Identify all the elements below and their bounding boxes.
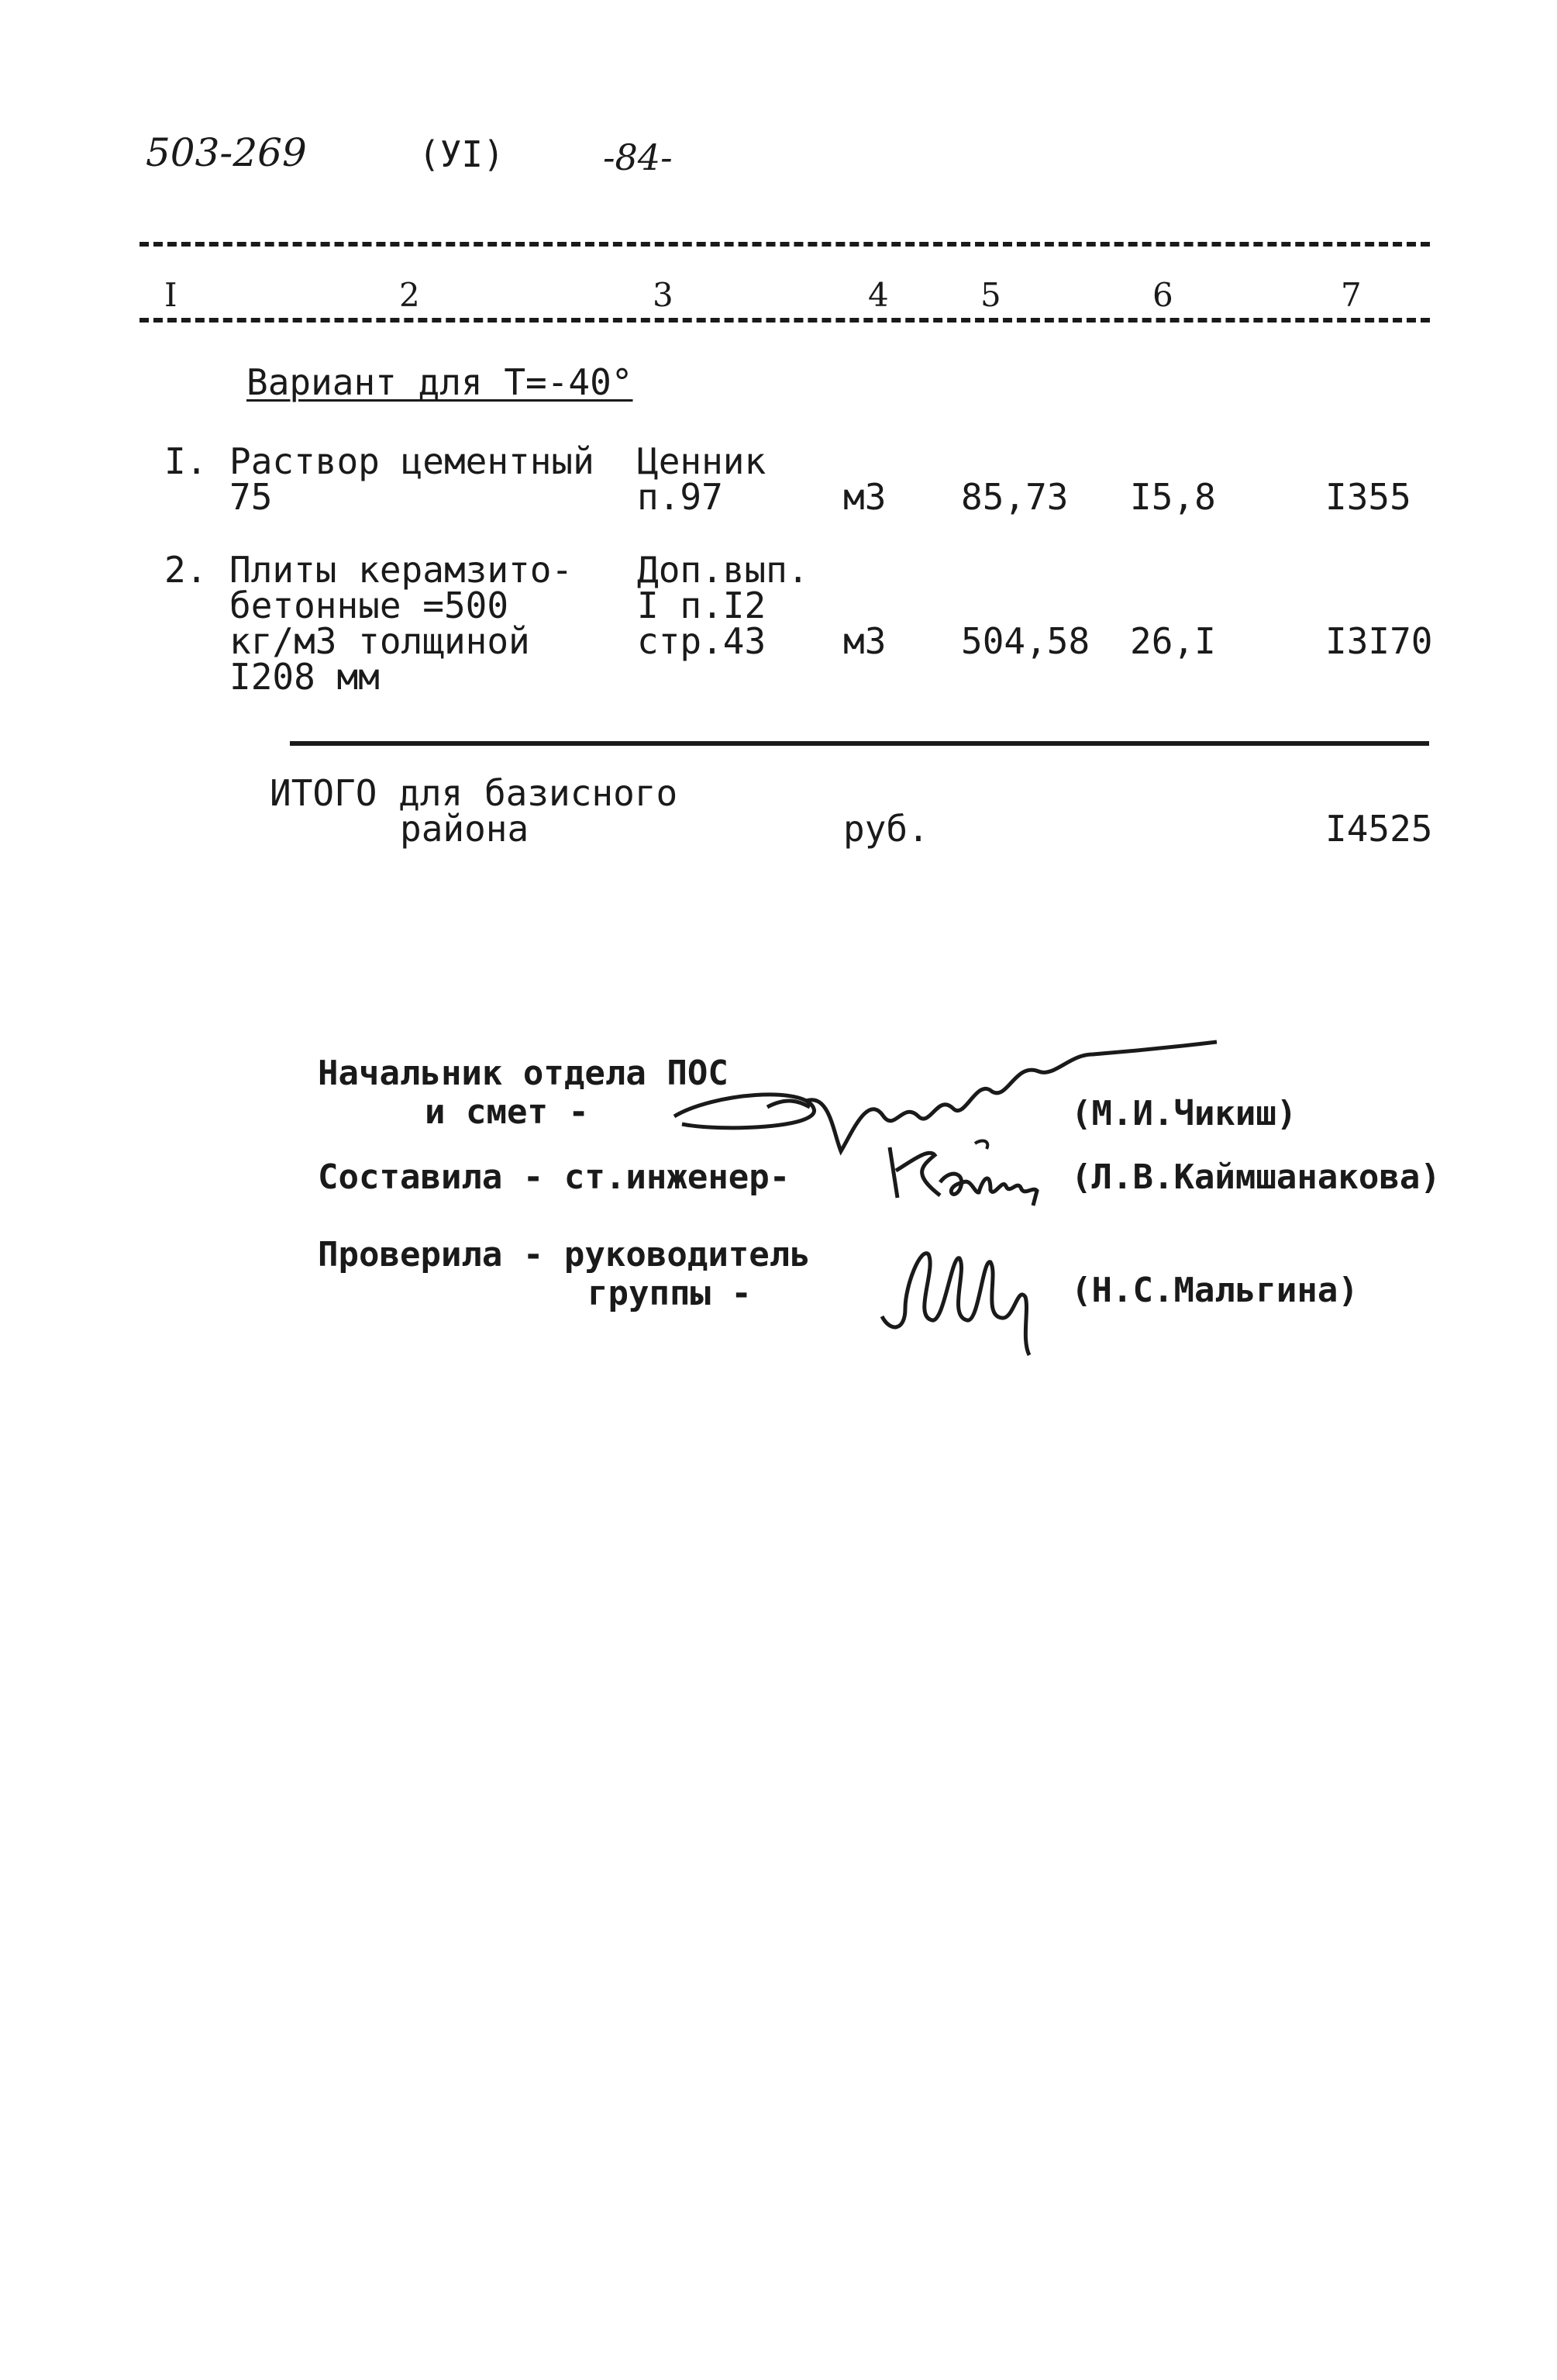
column-number-7: 7 [1341,276,1362,314]
column-header-top-rule [140,242,1430,247]
row-1-quantity: I5,8 [1130,476,1216,518]
row-1-name-line-1: Раствор цементный [229,440,594,482]
row-2-unit: м3 [843,620,887,662]
section-number: (УI) [419,133,505,175]
signatory-3-role-line-1: Проверила - руководитель [318,1235,811,1275]
signatory-1-role-line-2: и смет - [425,1092,589,1132]
summary-label-line-2: района [400,808,529,850]
row-1-total: I355 [1325,476,1411,518]
row-2-total: I3I70 [1325,620,1433,662]
row-1-unit: м3 [843,476,887,518]
row-2-price: 504,58 [961,620,1090,662]
row-2-name-line-3: кг/м3 толщиной [229,620,530,662]
row-2-quantity: 26,I [1130,620,1216,662]
summary-total: I4525 [1325,808,1433,850]
column-number-4: 4 [868,276,889,314]
document-code: 503-269 [146,130,307,175]
signatory-2-name: (Л.В.Каймшанакова) [1071,1157,1441,1197]
row-1-price: 85,73 [961,476,1069,518]
summary-unit: руб. [843,808,929,850]
column-number-2: 2 [399,276,420,314]
row-2-name-line-1: Плиты керамзито- [229,549,574,591]
summary-label-line-1: ИТОГО для базисного [270,772,678,814]
signatory-1-name: (М.И.Чикиш) [1071,1094,1297,1133]
row-1-name-line-2: 75 [229,476,273,518]
signatory-2-role: Составила - ст.инженер- [318,1157,791,1197]
column-header-bottom-rule [140,318,1430,323]
variant-title: Вариант для T=-40° [246,361,633,403]
row-1-number: I. [164,440,208,482]
signatory-3-role-line-2: группы - [587,1274,752,1313]
column-number-1: I [164,276,177,314]
page-number: -84- [603,136,673,178]
column-number-3: 3 [653,276,673,314]
signature-3-scribble [874,1223,1052,1363]
row-2-ref-line-3: стр.43 [637,620,766,662]
row-2-ref-line-2: I п.I2 [637,585,766,626]
total-separator-rule [290,741,1429,746]
signatory-3-name: (Н.С.Мальгина) [1071,1271,1359,1310]
signature-2-scribble [874,1132,1052,1217]
row-1-ref-line-1: Ценник [637,440,766,482]
column-number-6: 6 [1152,276,1173,314]
row-1-ref-line-2: п.97 [637,476,723,518]
row-2-name-line-2: бетонные =500 [229,585,509,626]
signatory-1-role-line-1: Начальник отдела ПОС [318,1054,729,1093]
row-2-ref-line-1: Доп.вып. [637,549,809,591]
column-number-5: 5 [980,276,1001,314]
row-2-number: 2. [164,549,208,591]
row-2-name-line-4: I208 мм [229,656,380,698]
